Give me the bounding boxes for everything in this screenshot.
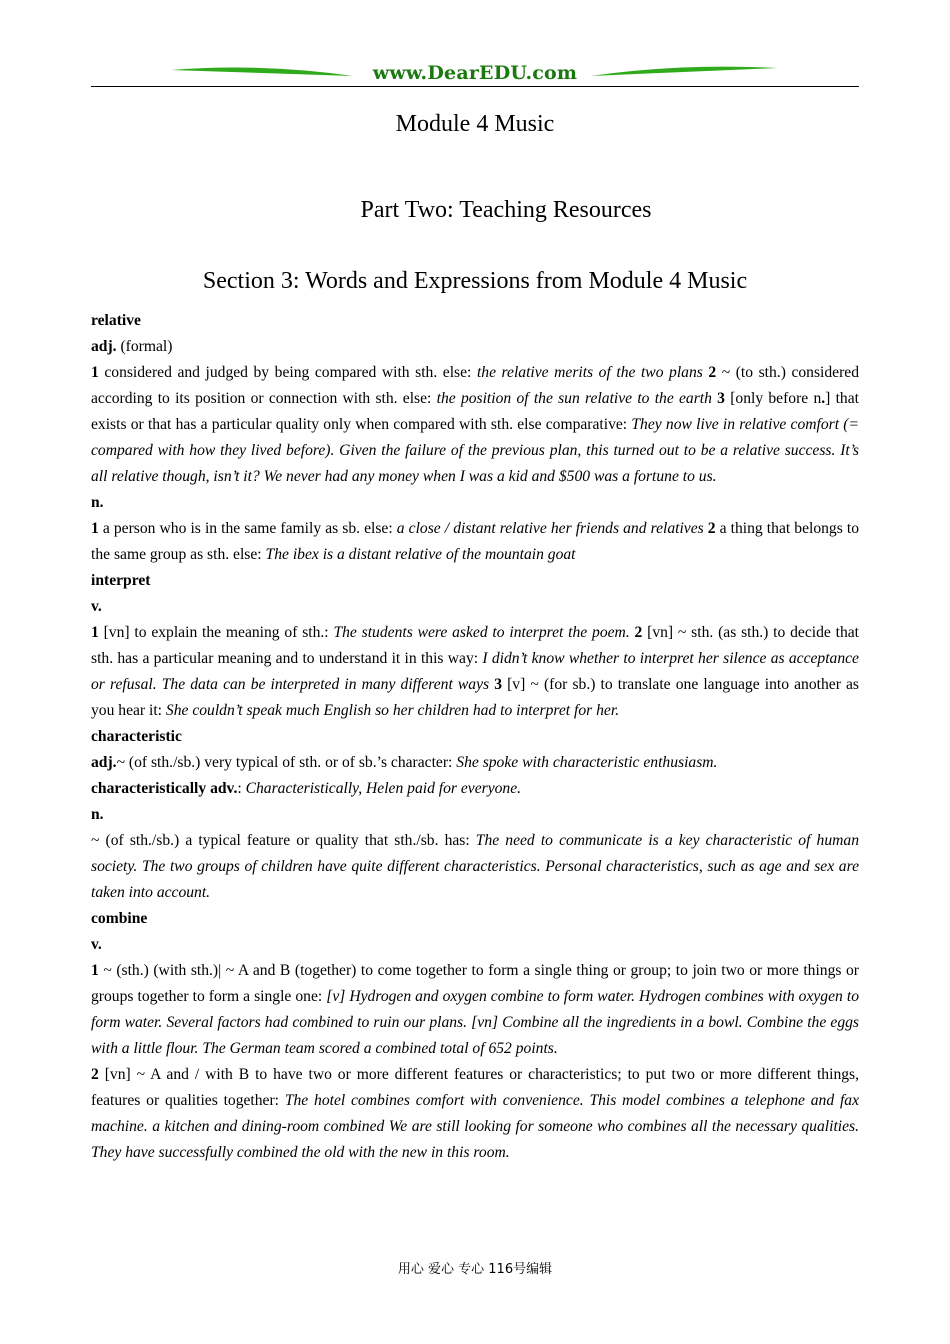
sense-number: 2 (708, 364, 717, 381)
definition: ~ (sth.) (with sth.)| ~ A and B (together) to come together to form a single thing or group; to join two or more things or groups together to form a single one: (91, 962, 859, 1005)
definition: ~ (of sth./sb.) very typical of sth. or of sb.’s character: (116, 754, 457, 771)
pos-line (91, 594, 859, 620)
sense-number: 3 (494, 676, 502, 693)
headword-characteristic (91, 724, 859, 750)
sense-number: 2 (707, 520, 716, 537)
sense-block (91, 360, 859, 490)
headword: combine (91, 910, 148, 927)
definition: ~ (to sth.) considered according to its position or connection with sth. else: (91, 364, 859, 407)
definition: [vn] ~ sth. (as sth.) to decide that sth. has a particular meaning and to understand it in this way: (91, 624, 859, 667)
dictionary-content (91, 308, 859, 1166)
definition-dot: . (821, 390, 826, 407)
example: a close / distant relative her friends and relatives (396, 520, 708, 537)
logo-text: www.DearEDU.com (372, 62, 578, 84)
page-footer: 用心 爱心 专心 116号编辑 (397, 1262, 553, 1277)
example: She spoke with characteristic enthusiasm. (456, 754, 718, 771)
part-of-speech: v. (91, 936, 102, 953)
header-rule (91, 86, 859, 87)
example: The hotel combines comfort with convenience. This model combines a telephone and fax machine. a kitchen and dining-room combined We are still looking for someone who combines all the necessary qualities. They have successfully combined the old with the new in this room. (91, 1092, 859, 1161)
module-title: Module 4 Music (395, 111, 555, 137)
sense-number: 1 (91, 624, 99, 641)
sense-number: 3 (717, 390, 725, 407)
sense-block (91, 958, 859, 1062)
example: The ibex is a distant relative of the mountain goat (265, 546, 576, 563)
sense-block (91, 750, 859, 776)
definition: a person who is in the same family as sb. else: (98, 520, 397, 537)
part-title: Part Two: Teaching Resources (360, 197, 652, 223)
example: I didn’t know whether to interpret her silence as acceptance or refusal. The data can be interpreted in many different ways (91, 650, 859, 693)
example: the position of the sun relative to the earth (436, 390, 718, 407)
derived-form (91, 776, 859, 802)
part-of-speech: v. (91, 598, 102, 615)
headword: interpret (91, 572, 151, 589)
definition: [v] ~ (for sb.) to translate one language into another as you hear it: (91, 676, 859, 719)
definition: considered and judged by being compared with sth. else: (98, 364, 477, 381)
example: Characteristically, Helen paid for everyone. (245, 780, 522, 797)
definition: ~ (of sth./sb.) a typical feature or quality that sth./sb. has: (91, 832, 476, 849)
headword: characteristic (91, 728, 182, 745)
section-title: Section 3: Words and Expressions from Module 4 Music (202, 268, 748, 294)
headword-interpret (91, 568, 859, 594)
headword-relative (91, 308, 859, 334)
sense-number: 2 (91, 1066, 99, 1083)
part-of-speech: adj. (91, 338, 117, 355)
part-of-speech: n. (91, 494, 104, 511)
definition: [only before n (724, 390, 822, 407)
pos-line (91, 802, 859, 828)
sense-block (91, 620, 859, 724)
definition: a thing that belongs to the same group as sth. else: (91, 520, 859, 563)
part-of-speech: adj. (91, 754, 117, 771)
sense-number: 1 (91, 364, 99, 381)
sense-block (91, 516, 859, 568)
example: She couldn’t speak much English so her children had to interpret for her. (165, 702, 620, 719)
definition: ] that exists or that has a particular quality only when compared with sth. else comparative: (91, 390, 859, 433)
part-of-speech: n. (91, 806, 104, 823)
pos-line (91, 334, 859, 360)
definition: [vn] ~ A and / with B to have two or more different features or characteristics; to put two or more different things, features or qualities together: (91, 1066, 859, 1109)
separator: : (237, 780, 246, 797)
register-label: (formal) (116, 338, 173, 355)
derived-headword: characteristically adv. (91, 780, 238, 797)
pos-line (91, 932, 859, 958)
headword-combine (91, 906, 859, 932)
example: They now live in relative comfort (= compared with how they lived before). Given the failure of the previous plan, this turned out to be a relative success. It’s all relative though, isn’t it? We never had any money when I was a kid and $500 was a fortune to us. (91, 416, 859, 485)
definition: [vn] to explain the meaning of sth.: (98, 624, 334, 641)
headword: relative (91, 312, 141, 329)
example: the relative merits of the two plans (476, 364, 709, 381)
sense-number: 2 (634, 624, 643, 641)
sense-block (91, 828, 859, 906)
sense-number: 1 (91, 520, 99, 537)
pos-line (91, 490, 859, 516)
example: [v] Hydrogen and oxygen combine to form water. Hydrogen combines with oxygen to form water. Several factors had combined to ruin our plans. [vn] Combine all the ingredients in a bowl. Combine the eggs with a little flour. The German team scored a combined total of 652 points. (91, 988, 859, 1057)
sense-number: 1 (91, 962, 99, 979)
example: The students were asked to interpret the poem. (333, 624, 635, 641)
example: The need to communicate is a key characteristic of human society. The two groups of children have quite different characteristics. Personal characteristics, such as age and sex are taken into account. (91, 832, 859, 901)
sense-block (91, 1062, 859, 1166)
